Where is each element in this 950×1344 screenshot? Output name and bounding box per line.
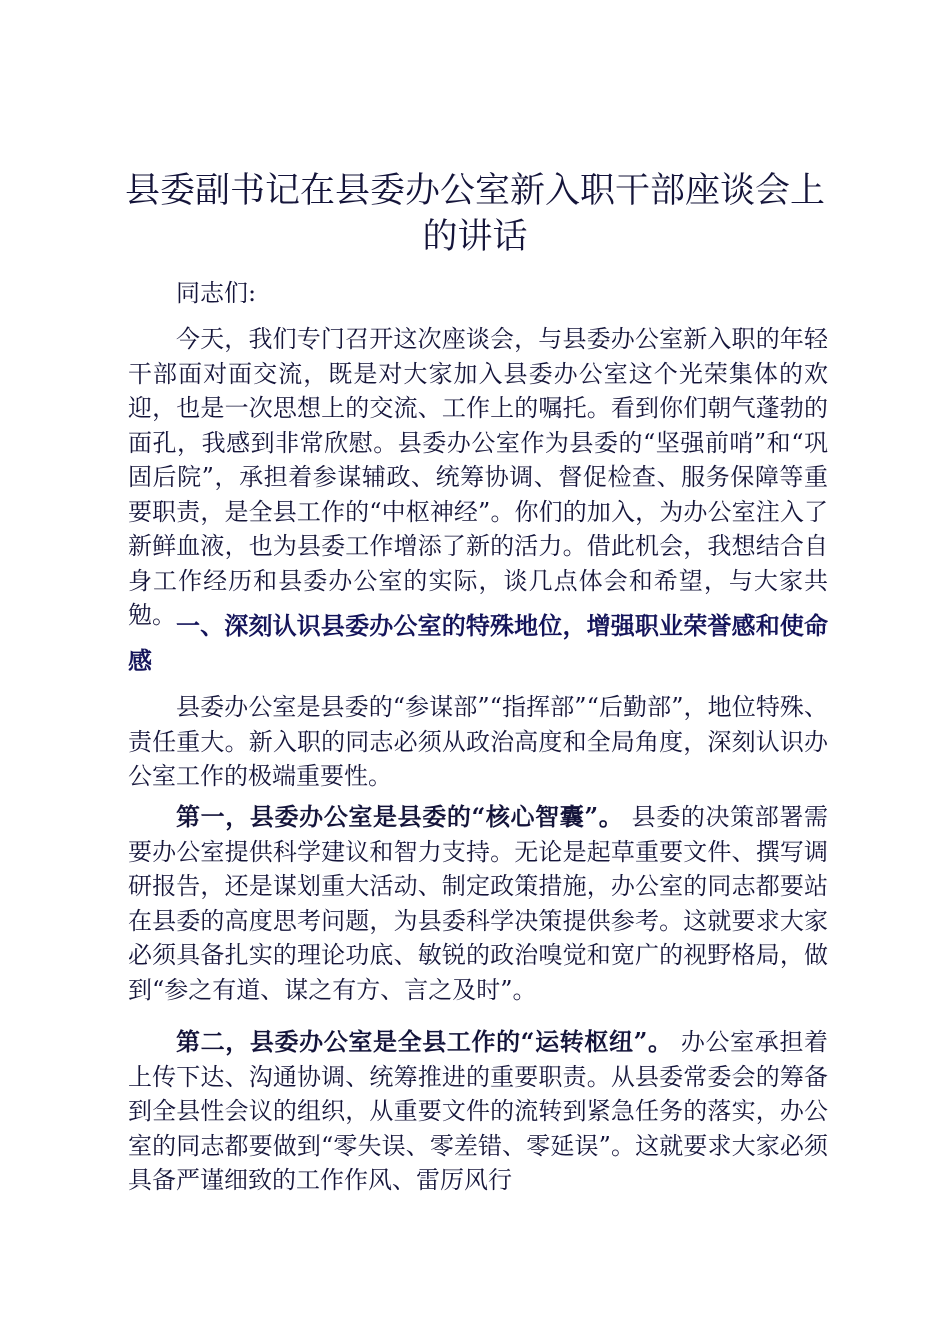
section1-intro-paragraph: 县委办公室是县委的“参谋部”“指挥部”“后勤部”，地位特殊、责任重大。新入职的同志必须从政治高度和全局角度，深刻认识办公室工作的极端重要性。 xyxy=(128,693,828,790)
section-heading-1: 一、深刻认识县委办公室的特殊地位，增强职业荣誉感和使命感 xyxy=(128,611,828,675)
point1-lead: 第一，县委办公室是县委的“核心智囊”。 xyxy=(176,802,624,831)
salutation: 同志们: xyxy=(176,279,257,307)
point2-paragraph xyxy=(128,1025,828,1198)
point2-lead: 第二，县委办公室是全县工作的“运转枢纽”。 xyxy=(176,1027,673,1056)
point1-body: 县委的决策部署需要办公室提供科学建议和智力支持。无论是起草重要文件、撰写调研报告，还是谋划重大活动、制定政策措施，办公室的同志都要站在县委的高度思考问题，为县委科学决策提供参考。这就要求大家必须具备扎实的理论功底、敏锐的政治嗅觉和宽广的视野格局，做到“参之有道、谋之有方、言之及时”。 xyxy=(128,803,828,1004)
document-title: 县委副书记在县委办公室新入职干部座谈会上的讲话 xyxy=(124,171,825,257)
intro-paragraph: 今天，我们专门召开这次座谈会，与县委办公室新入职的年轻干部面对面交流，既是对大家加入县委办公室这个光荣集体的欢迎，也是一次思想上的交流、工作上的嘱托。看到你们朝气蓬勃的面孔，我感到非常欣慰。县委办公室作为县委的“坚强前哨”和“巩固后院”，承担着参谋辅政、统筹协调、督促检查、服务保障等重要职责，是全县工作的“中枢神经”。你们的加入，为办公室注入了新鲜血液，也为县委工作增添了新的活力。借此机会，我想结合自身工作经历和县委办公室的实际，谈几点体会和希望，与大家共勉。 xyxy=(128,325,828,629)
point1-paragraph xyxy=(128,800,828,1007)
point2-body: 办公室承担着上传下达、沟通协调、统筹推进的重要职责。从县委常委会的筹备到全县性会议的组织，从重要文件的流转到紧急任务的落实，办公室的同志都要做到“零失误、零差错、零延误”。这就要求大家必须具备严谨细致的工作作风、雷厉风行 xyxy=(128,1028,828,1194)
